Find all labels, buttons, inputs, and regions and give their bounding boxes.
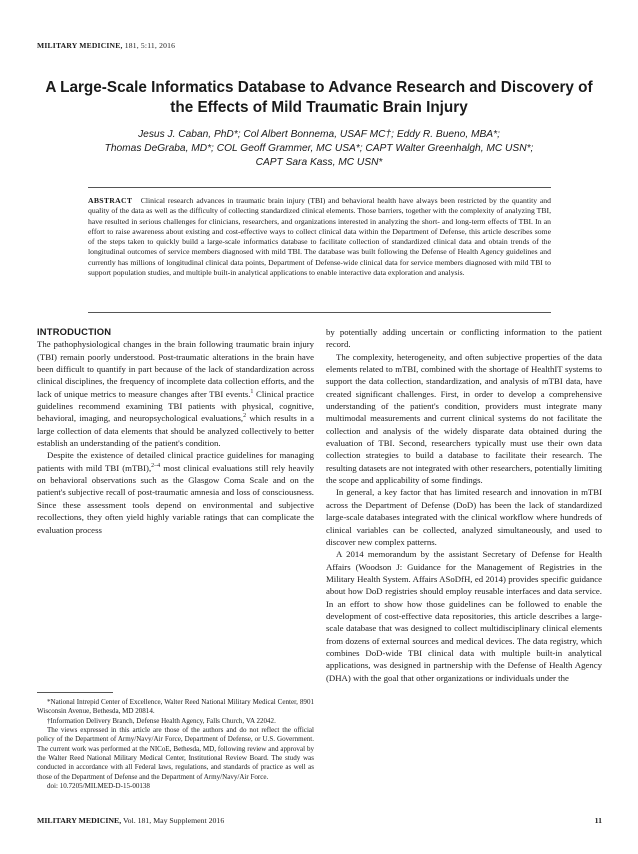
abstract-text: Clinical research advances in traumatic brain injury (TBI) and behavioral health have always been restricted by the quantity and quality of the data as well as the difficulty of collecting standardized clinical elements. Those barriers, together with the complexity of analyzing TBI, have resulted in serious challenges for clinicians, researchers, and organizations interested in analyzing the short- and long-term effects of TBI. In an effort to raise awareness about existing and cost-effective ways to collect clinical data within the Department of Defense, this article describes some of the steps taken to quickly build a large-scale informatics database to facilitate collection of standardized clinical data and obtain trends of the longitudinal outcomes of service members diagnosed with mild TBI. The database was built following the Defense of Health Agency guidelines and currently has millions of longitudinal clinical data points, Department of Defense-wide clinical data for service members diagnosed with mild TBI to support population studies, and multiple built-in analytical applications to enable interactive data exploration and analysis.: [88, 196, 551, 278]
footnote-disclaimer: The views expressed in this article are those of the authors and do not reflect the official policy of the Department of Army/Navy/Air Force, Department of Defense, or U.S. Government. The current work was performed at the NICoE, Bethesda, MD, following review and approval by the Walter Reed National Military Medical Center, Institutional Review Board. The study was conducted in accordance with all Federal laws, regulations, and standards of practice as well as those of the Department of Defense and the Department of Army/Navy/Air Force.: [37, 726, 314, 781]
article-title: A Large-Scale Informatics Database to Advance Research and Discovery of the Effects of Mild Traumatic Brain Injury: [45, 79, 593, 116]
author-line: Thomas DeGraba, MD*; COL Geoff Grammer, MC USA*; CAPT Walter Greenhalgh, MC USN*;: [104, 143, 534, 155]
paragraph-text: Despite the existence of detailed clinical practice guidelines for managing patients with mild TBI (mTBI),: [37, 450, 314, 473]
abstract: [88, 196, 551, 278]
abstract-bottom-divider: [88, 312, 551, 313]
footnote-affiliation: †Information Delivery Branch, Defense Health Agency, Falls Church, VA 22042.: [47, 716, 276, 725]
paragraph-text: which results in a large collection of data elements that should be analyzed collectively to better establish an understanding of the patient's condition.: [37, 413, 314, 449]
citation-ref: 2: [243, 413, 247, 420]
body-paragraph: by potentially adding uncertain or conflicting information to the patient record.: [326, 327, 602, 350]
left-column: [37, 326, 314, 536]
paragraph-text: The pathophysiological changes in the brain following traumatic brain injury (TBI) remain poorly understood. Post-traumatic alterations in the brain have been difficult to quantify in part because of the lack of standardization across clinical disciplines, the frequency of incomplete data collection efforts, and the lack of unique metrics to measure changes after TBI events.: [37, 339, 314, 399]
running-head: [37, 41, 175, 50]
running-head-citation: 181, 5:11, 2016: [122, 41, 176, 50]
author-line: Jesus J. Caban, PhD*; Col Albert Bonnema, USAF MC†; Eddy R. Bueno, MBA*;: [138, 129, 500, 140]
footer-issue: Vol. 181, May Supplement 2016: [121, 816, 225, 825]
body-paragraph: In general, a key factor that has limited research and innovation in mTBI across the Department of Defense (DoD) has been the lack of standardized large-scale databases integrated with the clinical workflow where hundreds of clinical variables can be collected, analyzed simultaneously, and used to discover new complex patterns.: [326, 487, 602, 547]
footer-journal: MILITARY MEDICINE,: [37, 816, 122, 825]
running-head-journal: MILITARY MEDICINE,: [37, 41, 123, 50]
paragraph-text: most clinical evaluations still rely heavily on behavioral observations such as the Glasgow Coma Scale and on the patient's subjective recall of post-traumatic amnesia and loss of consciousness. Since these assessment tools depend on environmental and subjective recollections, they often yield highly variable ratings that can complicate the evaluation process: [37, 462, 314, 535]
right-column: [326, 326, 602, 684]
page-footer: [37, 816, 602, 825]
footnotes: [37, 698, 314, 791]
footnote-divider: [37, 692, 113, 693]
doi: doi: 10.7205/MILMED-D-15-00138: [47, 782, 150, 791]
section-heading: INTRODUCTION: [37, 326, 112, 337]
page-number: 11: [594, 816, 602, 825]
body-paragraph: [37, 338, 314, 449]
citation-ref: 1: [250, 388, 254, 395]
abstract-top-divider: [88, 187, 551, 188]
body-paragraph: The complexity, heterogeneity, and often subjective properties of the data elements related to mTBI, combined with the shortage of HealthIT systems to support the data collection, standardization, and analysis of mTBI data, have created significant challenges. First, in order to develop a comprehensive understanding of the patient's condition, providers must integrate many multimodal measurements and current clinical systems do not facilitate the collection and analysis of the widely disparate data obtained during the evaluation of TBI. Second, researchers typically must use their own data collection strategies to build a database to facilitate their research. The resulting datasets are not integrated with other researchers, potentially limiting the scope and applicability of some findings.: [326, 351, 602, 486]
body-paragraph: A 2014 memorandum by the assistant Secretary of Defense for Health Affairs (Woodson J: Guidance for the Management of Registries in the Military Health System. Affairs ASoDfH, ed 2014) provides specific guidance about how DoD registries should employ reusable interfaces and data service. In an effort to show how those guidelines can be followed to enable the development of cost-effective data repositories, this article describes a large-scale database that was designed to collect multidisciplinary clinical elements from dozens of external sources and medical devices. The data registry, which combines DoD-wide TBI clinical data with multiple built-in analytical applications, was designed in partnership with the Defense of Health Agency (DHA) with the goal that other organizations or individuals under the: [326, 549, 602, 683]
footnote-affiliation: *National Intrepid Center of Excellence, Walter Reed National Military Medical Center, 8901 Wisconsin Avenue, Bethesda, MD 20814.: [37, 698, 314, 716]
citation-ref: 2–4: [151, 462, 161, 469]
abstract-label: ABSTRACT: [88, 196, 133, 205]
author-list: [40, 128, 598, 171]
author-line: CAPT Sara Kass, MC USN*: [255, 157, 383, 169]
body-paragraph: [37, 449, 314, 535]
paragraph-text: Clinical practice guidelines recommend examining TBI patients with physical, cognitive, behavioral, imaging, and neuropsychological evaluations,: [37, 388, 314, 424]
